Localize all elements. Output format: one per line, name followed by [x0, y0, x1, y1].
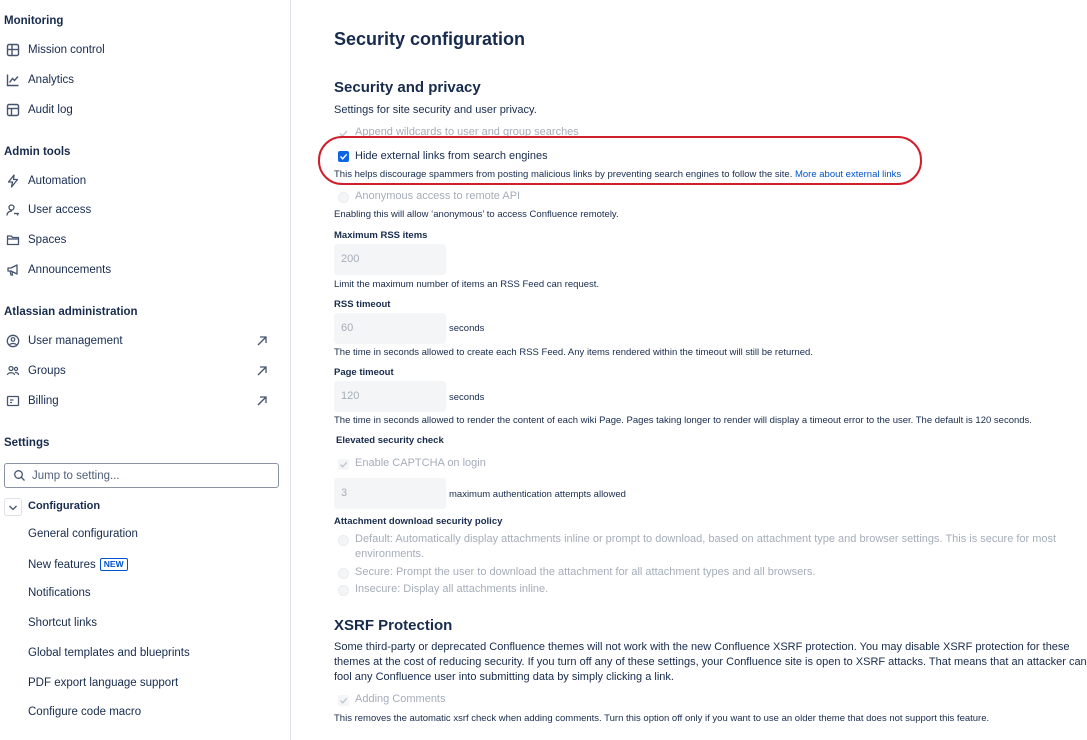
rss-timeout-unit: seconds: [449, 323, 485, 334]
xsrf-description-line1: Some third-party or deprecated Confluence themes will not work with the new Confluence XSRF protection. You may disable XSRF protection for these: [334, 641, 1070, 653]
section-title-settings: Settings: [4, 437, 50, 449]
section-title-admin-tools: Admin tools: [4, 146, 71, 158]
arrow-up-right-icon: [255, 394, 269, 408]
sidebar-item-shortcut-links[interactable]: Shortcut links: [28, 617, 98, 629]
sidebar-item-billing[interactable]: [0, 387, 285, 415]
sidebar-item-automation[interactable]: [0, 167, 285, 195]
section-title-atlassian-admin: Atlassian administration: [4, 306, 138, 318]
sidebar-item-label: User management: [28, 335, 123, 347]
attachment-default-label-cont: environments.: [355, 548, 425, 560]
sidebar-item-audit-log[interactable]: [0, 96, 285, 124]
sidebar-item-user-management[interactable]: [0, 327, 285, 355]
captcha-label: Enable CAPTCHA on login: [355, 457, 486, 469]
external-links-help-link[interactable]: More about external links: [794, 169, 902, 180]
billing-icon: [6, 394, 20, 408]
chevron-down-icon[interactable]: [4, 498, 22, 516]
rss-timeout-help: The time in seconds allowed to create each RSS Feed. Any items rendered within the timeout will still be returned.: [334, 347, 813, 358]
attachment-default-label: Default: Automatically display attachments inline or prompt to download, based on attachment type and browser settings. This is secure for most: [355, 533, 1057, 545]
attachment-secure-radio[interactable]: [338, 568, 349, 579]
sidebar-item-groups[interactable]: [0, 357, 285, 385]
sidebar-item-global-templates[interactable]: Global templates and blueprints: [28, 647, 190, 659]
adding-comments-checkbox[interactable]: [338, 695, 349, 706]
people-icon: [6, 364, 20, 378]
sidebar-item-label: Audit log: [28, 104, 73, 116]
attachment-default-radio[interactable]: [338, 535, 349, 546]
hide-external-links-label: Hide external links from search engines: [355, 150, 548, 162]
sidebar-item-pdf-export-language[interactable]: PDF export language support: [28, 677, 179, 689]
arrow-up-right-icon: [255, 334, 269, 348]
new-badge: NEW: [100, 558, 128, 571]
elevated-security-label: Elevated security check: [336, 435, 444, 446]
attachment-policy-label: Attachment download security policy: [334, 516, 503, 527]
help-text: This helps discourage spammers from posting malicious links by preventing search engines to follow the site.: [334, 169, 793, 180]
captcha-checkbox[interactable]: [338, 459, 349, 470]
sidebar-item-general-configuration[interactable]: General configuration: [28, 528, 138, 540]
auth-attempts-unit: maximum authentication attempts allowed: [449, 489, 626, 500]
anonymous-access-label: Anonymous access to remote API: [355, 190, 521, 202]
search-icon: [13, 469, 26, 482]
xsrf-description-line3: fool any Confluence user into submitting data by simply clicking a link.: [334, 671, 674, 683]
megaphone-icon: [6, 263, 20, 277]
user-circle-icon: [6, 334, 20, 348]
sidebar-item-new-features[interactable]: [28, 558, 128, 571]
max-rss-label: Maximum RSS items: [334, 230, 428, 241]
page-timeout-help: The time in seconds allowed to render the content of each wiki Page. Pages taking longer to render will display a timeout error to the user. The default is 120 seconds.: [334, 415, 1032, 426]
arrow-up-right-icon: [255, 364, 269, 378]
sidebar-item-label: User access: [28, 204, 92, 216]
sidebar-item-label: New features: [28, 559, 96, 571]
page-timeout-input[interactable]: 120: [334, 381, 446, 412]
sidebar-item-analytics[interactable]: [0, 66, 285, 94]
sidebar-item-label: Announcements: [28, 264, 112, 276]
table-grid-icon: [6, 103, 20, 117]
layout-grid-icon: [6, 43, 20, 57]
sidebar-item-label: Mission control: [28, 44, 105, 56]
sidebar-item-label: Analytics: [28, 74, 75, 86]
append-wildcards-label: Append wildcards to user and group searches: [355, 126, 579, 138]
configuration-toggle[interactable]: [4, 498, 284, 516]
sidebar-item-label: Billing: [28, 395, 59, 407]
sidebar-item-notifications[interactable]: Notifications: [28, 587, 91, 599]
auth-attempts-input[interactable]: 3: [334, 478, 446, 509]
sidebar-item-label: Spaces: [28, 234, 67, 246]
rss-timeout-input[interactable]: 60: [334, 313, 446, 344]
sidebar-item-spaces[interactable]: [0, 226, 285, 254]
folder-icon: [6, 233, 20, 247]
section-title-security-privacy: Security and privacy: [334, 79, 481, 96]
main-content: [292, 0, 1087, 740]
sidebar-item-mission-control[interactable]: [0, 36, 285, 64]
section-title-monitoring: Monitoring: [4, 15, 64, 27]
adding-comments-help: This removes the automatic xsrf check when adding comments. Turn this option off only if you want to use an older theme that does not support this feature.: [334, 713, 990, 724]
user-key-icon: [6, 203, 20, 217]
section-title-xsrf: XSRF Protection: [334, 617, 453, 634]
search-input[interactable]: [32, 467, 272, 484]
jump-to-setting-search[interactable]: [4, 463, 279, 488]
max-rss-input[interactable]: 200: [334, 244, 446, 275]
highlight-annotation: [318, 136, 922, 185]
page-timeout-label: Page timeout: [334, 367, 394, 378]
sidebar-item-label: Automation: [28, 175, 87, 187]
attachment-insecure-radio[interactable]: [338, 585, 349, 596]
configuration-label: Configuration: [28, 500, 101, 512]
anonymous-access-checkbox[interactable]: [338, 192, 349, 203]
attachment-insecure-label: Insecure: Display all attachments inline.: [355, 583, 549, 595]
sidebar-item-configure-code-macro[interactable]: Configure code macro: [28, 706, 142, 718]
anonymous-access-help: Enabling this will allow ‘anonymous’ to access Confluence remotely.: [334, 209, 619, 220]
sidebar-item-label: Groups: [28, 365, 66, 377]
page-title: Security configuration: [334, 29, 526, 49]
lightning-icon: [6, 174, 20, 188]
rss-timeout-label: RSS timeout: [334, 299, 391, 310]
xsrf-description-line2: themes at the cost of reducing security. If you turn off any of these settings, your Confluence site is open to XSRF attacks. That means that an attacker can: [334, 656, 1087, 668]
page-timeout-unit: seconds: [449, 392, 485, 403]
max-rss-help: Limit the maximum number of items an RSS Feed can request.: [334, 279, 600, 290]
attachment-secure-label: Secure: Prompt the user to download the attachment for all attachment types and all browsers.: [355, 566, 816, 578]
sidebar: [0, 0, 291, 740]
line-chart-icon: [6, 73, 20, 87]
sidebar-item-user-access[interactable]: [0, 196, 285, 224]
section-description: Settings for site security and user privacy.: [334, 104, 537, 116]
adding-comments-label: Adding Comments: [355, 693, 446, 705]
sidebar-item-announcements[interactable]: [0, 256, 285, 284]
